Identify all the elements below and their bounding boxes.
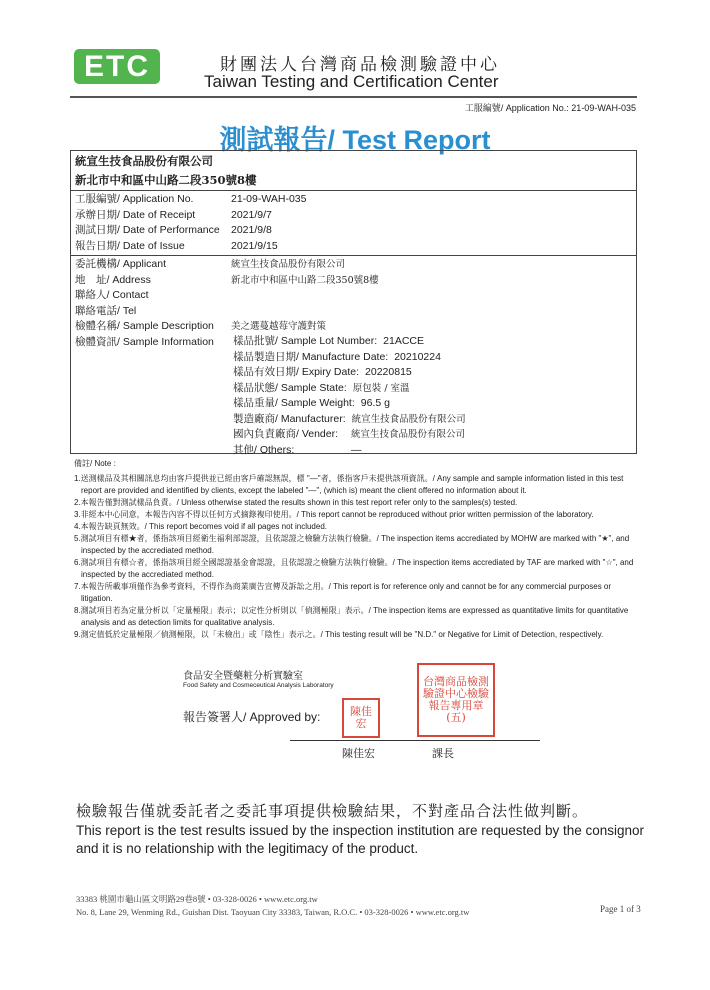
applicant-label: 委託機構/ Applicant — [75, 258, 167, 270]
note-item: 4.本報告缺頁無效。/ This report becomes void if all pages not included. — [74, 522, 327, 531]
note-item: 8.測試項目若為定量分析以「定量極限」表示；以定性分析則以「偵測極限」表示。/ The inspection items are expressed as quantitative limits for quantitative analysis and as detection limits for qualitative analysis. — [74, 606, 629, 627]
sample-info-row — [233, 412, 632, 427]
sample-info-value: 統宣生技食品股份有限公司 — [351, 413, 466, 425]
lab-name-en: Food Safety and Cosmeceutical Analysis Laboratory — [183, 682, 334, 689]
report-title: 測試報告/ Test Report — [219, 125, 491, 155]
notes-heading: 備註/ Note : — [74, 459, 116, 468]
notes-section — [74, 458, 644, 641]
applicant-label: 聯絡電話/ Tel — [75, 304, 137, 317]
sample-info-label: 樣品製造日期/ Manufacture Date: — [233, 350, 389, 363]
sample-info-label: 樣品批號/ Sample Lot Number: — [233, 335, 378, 347]
client-name: 統宣生技食品股份有限公司 — [75, 154, 213, 168]
seal-text: 陳佳宏 — [350, 704, 372, 730]
applicant-row — [75, 257, 632, 272]
applicant-label: 地 址/ Address — [75, 273, 151, 286]
date-label: 工服編號/ Application No. — [75, 193, 194, 205]
disclaimer-en: This report is the test results issued by the inspection institution are requested by the consignor and it is no relationship with the legitimacy of the product. — [76, 823, 645, 856]
sample-info-label: 樣品有效日期/ Expiry Date: — [233, 366, 360, 378]
note-item: 9.測定值低於定量極限／偵測極限，以「未檢出」或「陰性」表示之。/ This testing result will be "N.D." or Negative for Limit of Detection, respectively. — [74, 630, 604, 639]
sample-info-label: 製造廠商/ Manufacturer: — [233, 412, 346, 425]
note-item: 3.非經本中心同意，本報告內容不得以任何方式摘錄複印使用。/ This report cannot be reproduced without prior written permission of the laboratory. — [74, 510, 594, 519]
etc-logo: ETC — [74, 49, 160, 84]
applicant-row — [75, 304, 632, 319]
sample-info-value: 原包裝 / 室溫 — [352, 382, 410, 394]
divider — [71, 255, 636, 256]
note-item: 5.測試項目有標★者，係指該項目經衛生福利部認證，且依認證之檢驗方法執行檢驗。/ The inspection items accrediated by MOHW are marked with "★", and inspected by the accrediated method. — [74, 534, 630, 555]
sample-info-value: 統宣生技食品股份有限公司 — [351, 429, 466, 440]
sample-info-row — [233, 350, 632, 365]
disclaimer-zh: 檢驗報告僅就委託者之委託事項提供檢驗結果，不對產品合法性做判斷。 — [76, 802, 589, 820]
divider — [71, 190, 636, 191]
date-row — [75, 223, 632, 238]
note-item: 2.本報告僅對測試樣品負責。/ Unless otherwise stated the results shown in this test report refer only to the samples(s) tested. — [74, 498, 518, 507]
page-number: Page 1 of 3 — [600, 904, 641, 914]
sample-info-row — [233, 381, 632, 396]
sample-info-label: 其他/ Others: — [233, 443, 295, 456]
header-divider — [70, 96, 637, 98]
application-no-header: 工服編號/ Application No.: 21-09-WAH-035 — [464, 103, 636, 113]
applicant-row — [75, 319, 632, 334]
note-item: 7.本報告所載事項僅作為參考資料，不得作為商業廣告宣傳及訴訟之用。/ This report is for reference only and cannot be for any commercial purposes or litigation. — [74, 582, 612, 603]
date-value: 21-09-WAH-035 — [231, 193, 307, 205]
sample-info-label: 國內負責廠商/ Vender: — [233, 428, 339, 440]
applicant-label: 檢體資訊/ Sample Information — [75, 335, 214, 348]
sample-info-value: 21ACCE — [383, 335, 424, 347]
footer-address — [76, 893, 469, 919]
lab-name-zh: 食品安全暨藥粧分析實驗室 — [183, 671, 303, 682]
seal-text: 台灣商品檢測驗證中心檢驗報告專用章(五) — [423, 674, 489, 725]
footer-line-en: No. 8, Lane 29, Wenming Rd., Guishan Dist. Taoyuan City 33383, Taiwan, R.O.C. • 03-328-0026 • www.etc.org.tw — [76, 907, 470, 917]
date-value: 2021/9/15 — [231, 239, 278, 252]
signer-position: 課長 — [432, 747, 454, 760]
signature-line — [290, 740, 540, 741]
sample-info-row — [233, 334, 632, 349]
sample-info-value: 96.5 g — [360, 397, 390, 409]
org-name-zh: 財團法人台灣商品檢測驗證中心 — [220, 55, 500, 75]
note-item: 6.測試項目有標☆者，係指該項目經全國認證基金會認證，且依認證之檢驗方法執行檢驗。/ The inspection items accrediated by TAF are marked with "☆", and inspected by the accrediated method. — [74, 558, 634, 579]
applicant-label: 聯絡人/ Contact — [75, 289, 149, 301]
date-label: 測試日期/ Date of Performance — [75, 224, 220, 236]
sample-info-label: 樣品狀態/ Sample State: — [233, 381, 347, 394]
sample-info-label: 樣品重量/ Sample Weight: — [233, 397, 355, 409]
date-label: 報告日期/ Date of Issue — [75, 239, 185, 252]
sample-info-value: — — [351, 443, 362, 456]
applicant-value: 新北市中和區中山路二段350號8樓 — [231, 274, 379, 286]
client-address: 新北市中和區中山路二段350號8樓 — [75, 173, 257, 187]
sample-info-value: 20210224 — [394, 350, 441, 363]
sample-info-value: 20220815 — [365, 366, 412, 378]
applicant-label: 檢體名稱/ Sample Description — [75, 320, 214, 332]
official-seal-stamp — [417, 663, 495, 737]
date-value: 2021/9/8 — [231, 224, 272, 236]
sample-info-row — [233, 396, 632, 411]
org-name-en: Taiwan Testing and Certification Center — [204, 72, 499, 91]
applicant-row — [75, 273, 632, 288]
approved-by-label: 報告簽署人/ Approved by: — [183, 710, 321, 724]
sample-info-row — [233, 443, 632, 458]
date-row — [75, 192, 632, 207]
sample-info-row — [233, 365, 632, 380]
date-row — [75, 239, 632, 254]
date-row — [75, 208, 632, 223]
signer-name: 陳佳宏 — [342, 747, 375, 760]
personal-seal-stamp — [342, 698, 380, 738]
date-label: 承辦日期/ Date of Receipt — [75, 208, 196, 221]
sample-info-row — [233, 427, 632, 442]
footer-line-zh: 33383 桃園市龜山區文明路29巷8號 • 03-328-0026 • www.etc.org.tw — [76, 894, 318, 904]
applicant-value: 美之選蔓越莓守護對策 — [231, 321, 327, 332]
note-item: 1.送測樣品及其相關訊息均由客戶提供並已經由客戶確認無誤，標 "—"者，係指客戶未提供該項資訊。/ Any sample and sample information listed in this test report are provided and identified by clients, except the labeled "—", (which is) meant the client offered no information about it. — [74, 474, 624, 495]
applicant-value: 統宣生技食品股份有限公司 — [231, 259, 346, 270]
lab-name — [183, 667, 334, 689]
report-info-table — [70, 150, 637, 454]
applicant-row — [75, 288, 632, 303]
date-value: 2021/9/7 — [231, 208, 272, 221]
